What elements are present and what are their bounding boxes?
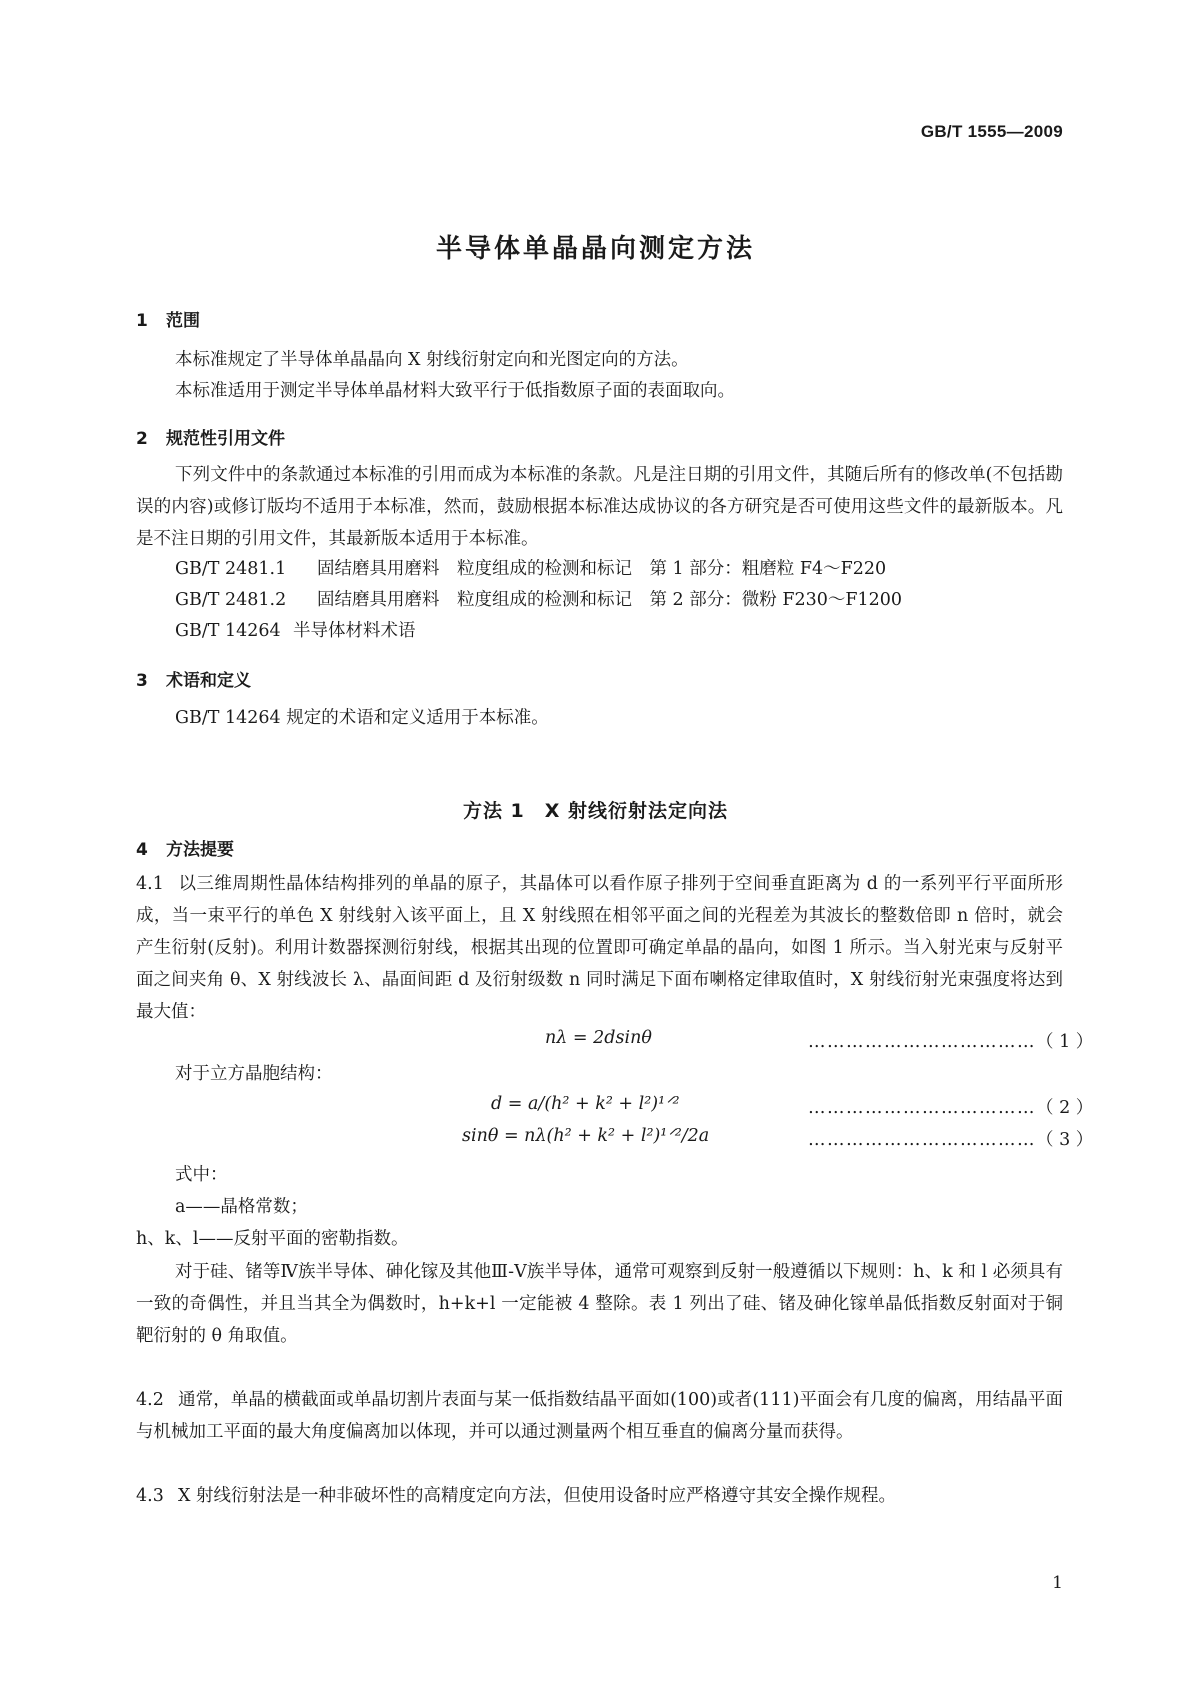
reference-title: 半导体材料术语 xyxy=(293,621,416,641)
reference-title: 固结磨具用磨料 粒度组成的检测和标记 第 2 部分：微粉 F230～F1200 xyxy=(317,590,903,610)
clause-text: 以三维周期性晶体结构排列的单晶的原子，其晶体可以看作原子排列于空间垂直距离为 d 的一系列平行平面所形成，当一束平行的单色 X 射线射入该平面上，且 X 射线照在相邻平面之间的光程差为其波长的整数倍即 n 倍时，就会产生衍射(反射)。利用计数器探测衍射线，根据其出现的位置即可确定单晶的晶向，如图 1 所示。当入射光束与反射平面之间夹角 θ、X 射线波长 λ、晶面间距 d 及衍射级数 n 同时满足下面布喇格定律取值时，X 射线衍射光束强度将达到最大值： xyxy=(136,874,1063,1022)
equation-number: （ 2 ） xyxy=(1036,1098,1094,1118)
equation-2: d = a/(h² + k² + l²)¹ᐟ² xyxy=(491,1094,680,1114)
dot-leader: ……………………………… xyxy=(808,1098,1036,1118)
reference-item xyxy=(175,555,886,580)
equation-number: （ 3 ） xyxy=(1036,1130,1094,1150)
equation-3: sinθ = nλ(h² + k² + l²)¹ᐟ²/2a xyxy=(462,1126,710,1146)
section-number: 1 xyxy=(136,311,148,331)
section-number: 2 xyxy=(136,429,148,449)
reference-code: GB/T 2481.1 xyxy=(175,559,287,579)
clause-number: 4.2 xyxy=(136,1390,164,1410)
section-title: 术语和定义 xyxy=(166,671,251,691)
reference-item xyxy=(175,617,416,642)
section-title: 范围 xyxy=(166,311,200,331)
dot-leader: ……………………………… xyxy=(808,1130,1036,1150)
reflection-rule-paragraph: 对于硅、锗等Ⅳ族半导体、砷化镓及其他Ⅲ-Ⅴ族半导体，通常可观察到反射一般遵循以下规则：h、k 和 l 必须具有一致的奇偶性，并且当其全为偶数时，h+k+l 一定能被 4 整除。表 1 列出了硅、锗及砷化镓单晶低指数反射面对于铜靶衍射的 θ 角取值。 xyxy=(136,1262,1063,1346)
reference-item xyxy=(175,586,902,611)
section-3-heading xyxy=(136,666,251,691)
section-2-heading xyxy=(136,424,285,449)
clause-4-1 xyxy=(136,868,1063,1028)
clause-number: 4.3 xyxy=(136,1486,164,1506)
equation-number: （ 1 ） xyxy=(1036,1032,1094,1052)
section-4-heading xyxy=(136,835,234,860)
section-1-heading xyxy=(136,306,200,331)
clause-text: 通常，单晶的横截面或单晶切割片表面与某一低指数结晶平面如(100)或者(111)平面会有几度的偏离，用结晶平面与机械加工平面的最大角度偏离加以体现，并可以通过测量两个相互垂直的偏离分量而获得。 xyxy=(136,1390,1063,1442)
section-title: 方法提要 xyxy=(166,840,234,860)
dot-leader: ……………………………… xyxy=(808,1032,1036,1052)
method-title: 方法 1 X 射线衍射法定向法 xyxy=(462,800,729,822)
clause-4-2 xyxy=(136,1384,1063,1448)
where-label: 式中： xyxy=(175,1165,228,1185)
where-a: a——晶格常数； xyxy=(175,1197,308,1217)
reference-code: GB/T 2481.2 xyxy=(175,590,287,610)
equation-3-leader xyxy=(808,1126,1093,1151)
paragraph: GB/T 14264 规定的术语和定义适用于本标准。 xyxy=(175,708,549,728)
section-number: 4 xyxy=(136,840,148,860)
paragraph: 下列文件中的条款通过本标准的引用而成为本标准的条款。凡是注日期的引用文件，其随后所有的修改单(不包括勘误的内容)或修订版均不适用于本标准，然而，鼓励根据本标准达成协议的各方研究是否可使用这些文件的最新版本。凡是不注日期的引用文件，其最新版本适用于本标准。 xyxy=(136,465,1063,549)
clause-text: X 射线衍射法是一种非破坏性的高精度定向方法，但使用设备时应严格遵守其安全操作规程。 xyxy=(178,1486,897,1506)
standard-number: GB/T 1555—2009 xyxy=(920,122,1063,141)
section-title: 规范性引用文件 xyxy=(166,429,285,449)
cubic-label: 对于立方晶胞结构： xyxy=(175,1064,333,1084)
clause-number: 4.1 xyxy=(136,874,164,894)
reference-code: GB/T 14264 xyxy=(175,621,281,641)
page-number: 1 xyxy=(1052,1573,1063,1593)
equation-1: nλ = 2dsinθ xyxy=(545,1028,652,1048)
clause-4-3 xyxy=(136,1480,1063,1512)
document-title: 半导体单晶晶向测定方法 xyxy=(435,234,755,264)
equation-1-leader xyxy=(808,1028,1093,1053)
section-number: 3 xyxy=(136,671,148,691)
where-hkl: h、k、l——反射平面的密勒指数。 xyxy=(136,1229,409,1249)
equation-2-leader xyxy=(808,1094,1093,1119)
paragraph: 本标准适用于测定半导体单晶材料大致平行于低指数原子面的表面取向。 xyxy=(175,381,735,401)
paragraph: 本标准规定了半导体单晶晶向 X 射线衍射定向和光图定向的方法。 xyxy=(175,350,689,370)
reference-title: 固结磨具用磨料 粒度组成的检测和标记 第 1 部分：粗磨粒 F4～F220 xyxy=(317,559,887,579)
